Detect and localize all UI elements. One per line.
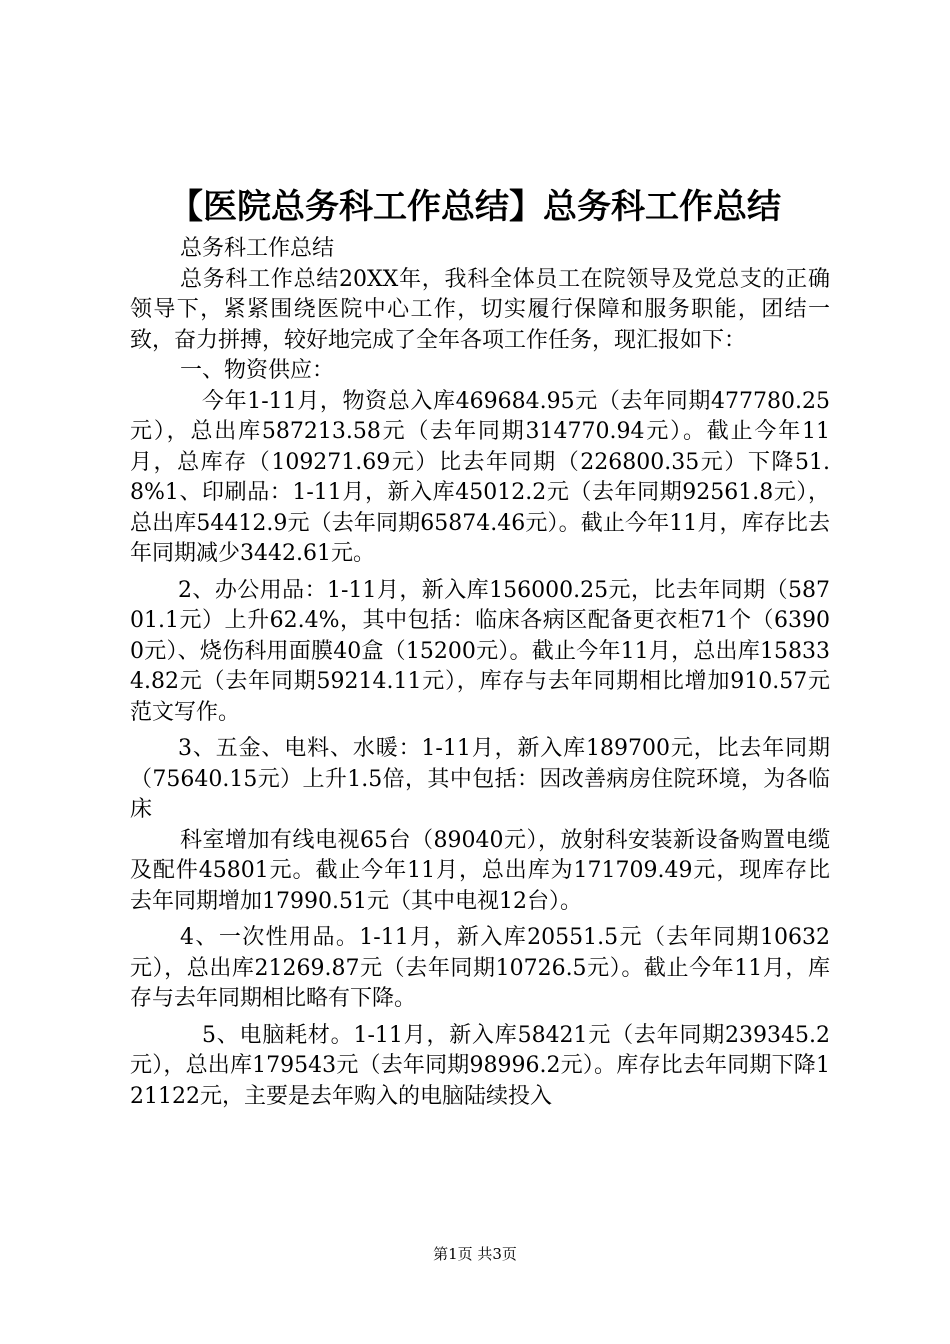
paragraph-section-heading: 一、物资供应： bbox=[180, 358, 335, 383]
page-footer: 第1页 共3页 bbox=[433, 1245, 517, 1263]
paragraph-materials-summary: 今年1-11月，物资总入库469684.95元（去年同期477780.25元），总出库587213.58元（去年同期314770.94元）。截止今年11月，总库存（109271.69元）比去年同期（226800.35元）下降51.8%1、印刷品：1-11月，新入库45012.2元（去年同期92561.8元），总出库54412.9元（去年同期65874.46元）。截止今年11月，库存比去年同期减少3442.61元。 bbox=[130, 388, 830, 566]
paragraph-hardware-electrical: 3、五金、电料、水暖：1-11月，新入库189700元，比去年同期（75640.15元）上升1.5倍，其中包括：因改善病房住院环境，为各临床 bbox=[130, 736, 830, 822]
document-body bbox=[130, 234, 830, 1112]
paragraph-office-supplies: 2、办公用品：1-11月，新入库156000.25元，比去年同期（58701.1元）上升62.4%，其中包括：临床各病区配备更衣柜71个（63900元）、烧伤科用面膜40盒（15200元）。截止今年11月，总出库158334.82元（去年同期59214.11元），库存与去年同期相比增加910.57元范文写作。 bbox=[130, 577, 830, 725]
paragraph-computer-consumables: 5、电脑耗材。1-11月，新入库58421元（去年同期239345.2元），总出库179543元（去年同期98996.2元）。库存比去年同期下降121122元，主要是去年购入的电脑陆续投入 bbox=[130, 1022, 830, 1109]
document-title: 【医院总务科工作总结】总务科工作总结 bbox=[169, 187, 781, 227]
paragraph-subtitle: 总务科工作总结 bbox=[180, 236, 335, 261]
paragraph-hardware-continued: 科室增加有线电视65台（89040元），放射科安装新设备购置电缆及配件45801元。截止今年11月，总出库为171709.49元，现库存比去年同期增加17990.51元（其中电视12台）。 bbox=[130, 827, 830, 914]
paragraph-disposables: 4、一次性用品。1-11月，新入库20551.5元（去年同期10632元），总出库21269.87元（去年同期10726.5元）。截止今年11月，库存与去年同期相比略有下降。 bbox=[130, 925, 830, 1011]
paragraph-intro: 总务科工作总结20XX年，我科全体员工在院领导及党总支的正确领导下，紧紧围绕医院中心工作，切实履行保障和服务职能，团结一致，奋力拼搏，较好地完成了全年各项工作任务，现汇报如下： bbox=[130, 266, 830, 353]
